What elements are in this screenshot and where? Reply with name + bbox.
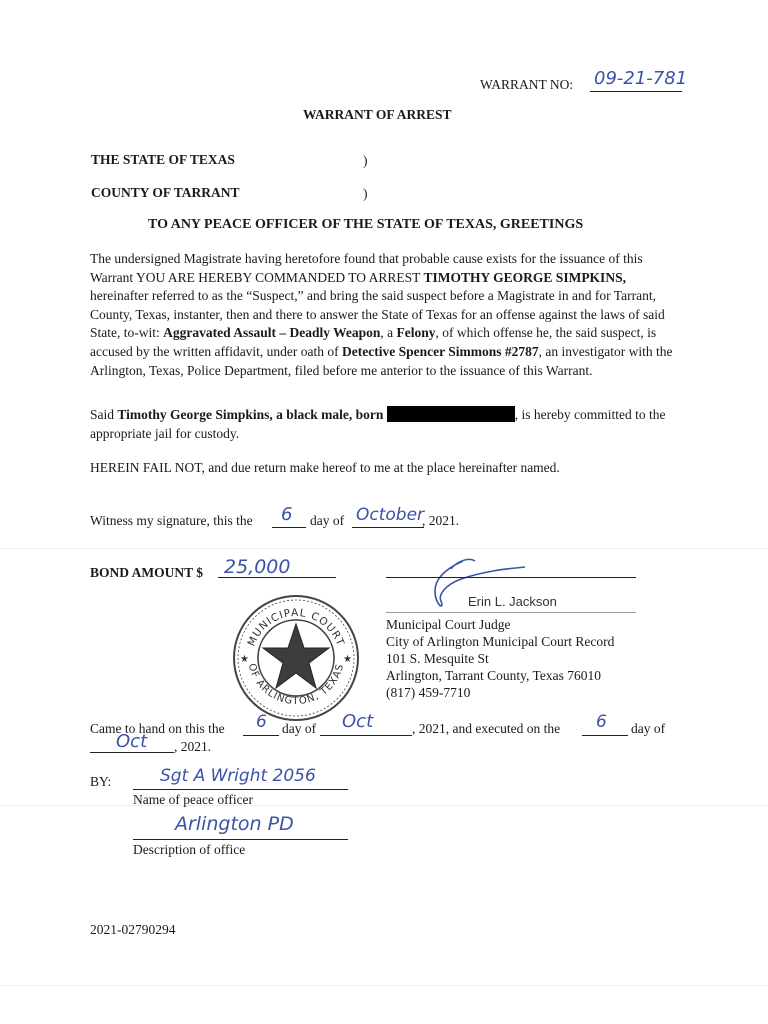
greeting: TO ANY PEACE OFFICER OF THE STATE OF TEXAS, GREETINGS — [148, 217, 584, 232]
caption-paren: ) — [363, 186, 368, 201]
underline — [320, 735, 412, 736]
detective: Detective Spencer Simmons #2787 — [342, 343, 539, 359]
scan-line — [0, 548, 768, 549]
caption-county: COUNTY OF TARRANT — [91, 185, 240, 200]
return-text: day of — [282, 721, 317, 736]
caption-paren: ) — [363, 153, 368, 168]
underline — [243, 735, 279, 736]
scan-line — [0, 985, 768, 986]
by-label: BY: — [90, 774, 112, 789]
return-text: Came to hand on this the — [90, 721, 225, 736]
return-text: day of — [631, 721, 666, 736]
warrant-no-label: WARRANT NO: — [480, 77, 574, 92]
officer-caption: Name of peace officer — [133, 792, 254, 807]
return-text: , 2021. — [174, 739, 212, 754]
scan-line — [0, 805, 768, 806]
warrant-no-line — [590, 91, 682, 92]
seal-bottom-text: OF ARLINGTON, TEXAS — [245, 662, 347, 708]
caption-state: THE STATE OF TEXAS — [91, 152, 235, 167]
judge-title: Municipal Court Judge — [386, 617, 511, 632]
offense: Aggravated Assault – Deadly Weapon — [163, 325, 381, 341]
judge-name: Erin L. Jackson — [468, 594, 557, 609]
suspect-name: TIMOTHY GEORGE SIMPKINS, — [423, 269, 626, 285]
underline — [218, 577, 336, 578]
underline — [272, 527, 306, 528]
underline — [582, 735, 628, 736]
office-caption: Description of office — [133, 842, 246, 857]
judge-street: 101 S. Mesquite St — [386, 651, 489, 666]
redaction-bar — [387, 406, 515, 422]
svg-text:★: ★ — [343, 654, 352, 665]
return-month: Oct — [342, 711, 374, 732]
return-text: , 2021, and executed on the — [412, 721, 561, 736]
bond-label: BOND AMOUNT $ — [90, 565, 204, 580]
underline — [90, 752, 174, 753]
judge-city: Arlington, Tarrant County, Texas 76010 — [386, 668, 601, 683]
page-title: WARRANT OF ARREST — [303, 107, 452, 122]
underline — [386, 612, 636, 613]
warrant-no-value: 09-21-781 — [594, 68, 688, 89]
officer-name: Sgt A Wright 2056 — [160, 766, 316, 786]
herein-fail-not: HEREIN FAIL NOT, and due return make hereof to me at the place hereinafter named. — [90, 460, 560, 475]
return-exec-day: 6 — [596, 712, 607, 732]
case-number: 2021-02790294 — [90, 922, 176, 937]
court-seal — [230, 594, 362, 724]
judge-court: City of Arlington Municipal Court Record — [386, 634, 615, 649]
witness-day: 6 — [281, 504, 293, 525]
witness-text: day of — [310, 513, 345, 528]
return-day: 6 — [256, 712, 267, 732]
witness-month: October — [356, 505, 425, 525]
underline — [352, 527, 424, 528]
command-paragraph: The undersigned Magistrate having heretofore found that probable cause exists for the issuance of this Warrant YOU ARE HEREBY COMMANDED TO ARREST TIMOTHY GEORGE SIMPKINS, hereinafter referred to as the “Suspect,” and bring the said suspect before a Magistrate in and for Tarrant, County, Texas, instanter, then and there to answer the State of Texas for an offense against the laws of said State, to-wit: Aggravated Assault – Deadly Weapon, a Felony, of which offense he, the said suspect, is accused by the written affidavit, under oath of Detective Spencer Simmons #2787, an investigator with the Arlington, Texas, Police Department, filed before me anterior to the issuance of this Warrant. — [90, 251, 673, 378]
judge-phone: (817) 459-7710 — [386, 685, 471, 700]
witness-text: Witness my signature, this the — [90, 513, 253, 528]
signature-line — [386, 577, 636, 578]
svg-text:★: ★ — [240, 654, 249, 665]
return-exec-month: Oct — [116, 731, 148, 752]
seal-top-text: MUNICIPAL COURT — [245, 606, 347, 649]
bond-amount: 25,000 — [224, 556, 291, 578]
custody-paragraph: Said Timothy George Simpkins, a black male, born , is hereby committed to the appropriate jail for custody. — [90, 407, 666, 441]
office-description: Arlington PD — [175, 813, 294, 835]
witness-text: , 2021. — [422, 513, 460, 528]
offense-class: Felony — [396, 325, 436, 341]
